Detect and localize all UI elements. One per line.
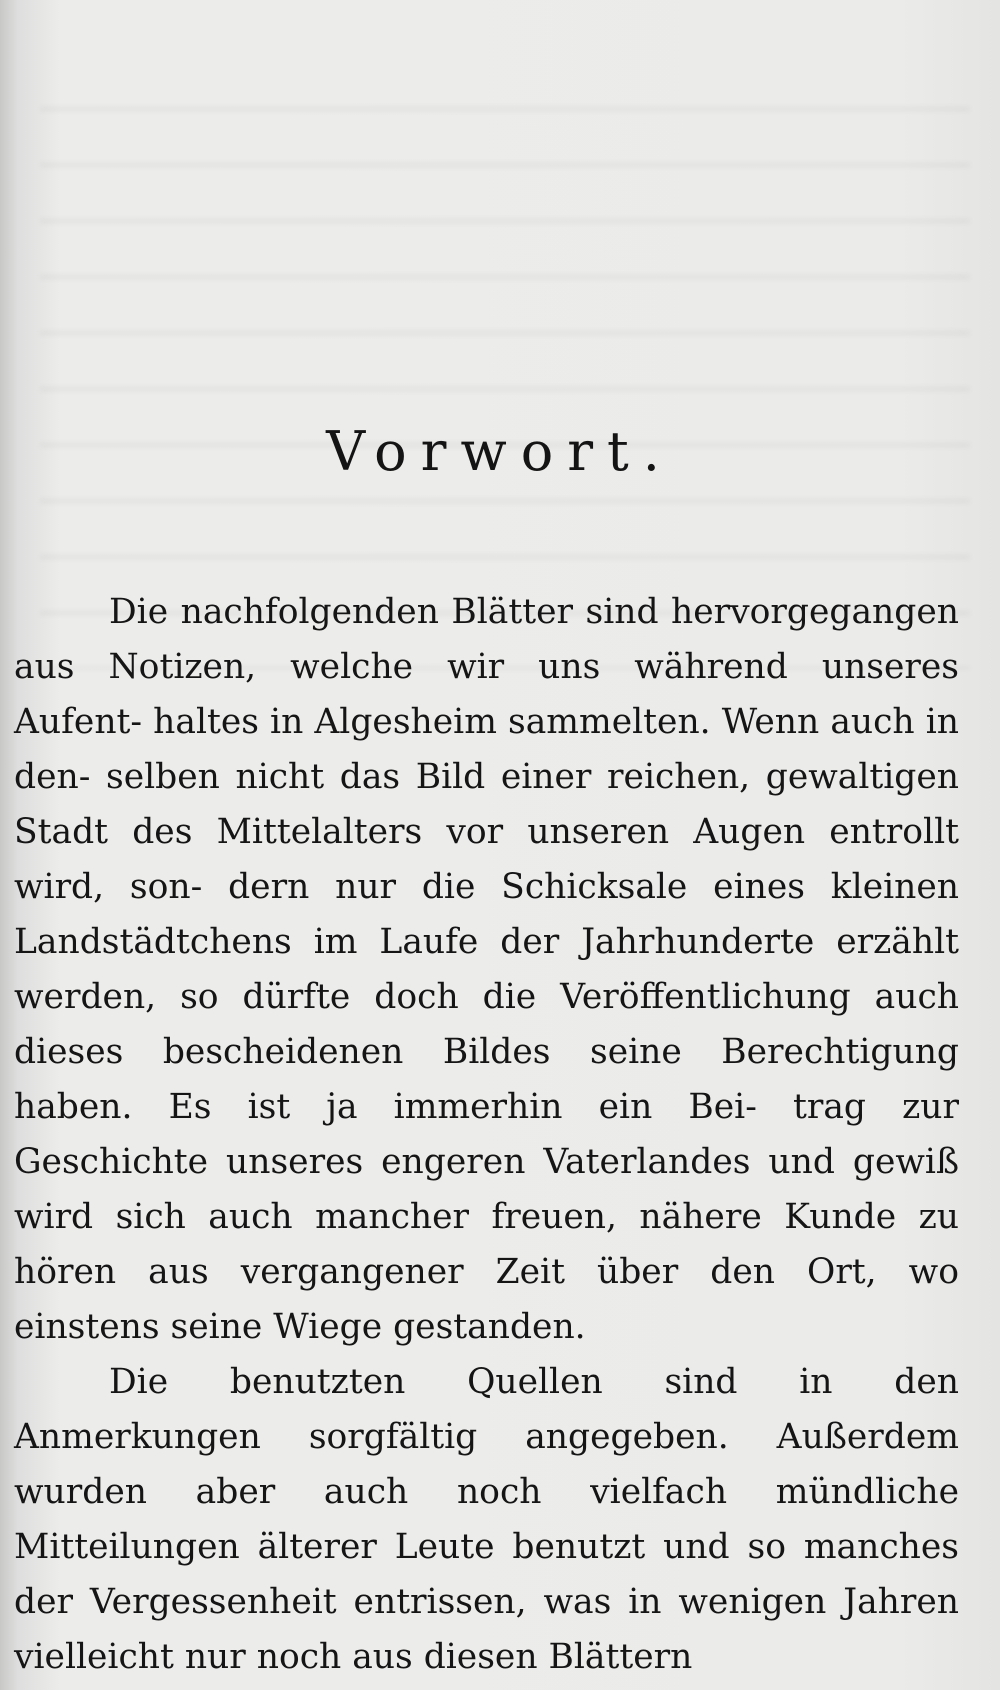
page-title: Vorwort. xyxy=(326,420,674,483)
paragraph-1: Die nachfolgenden Blätter sind hervorgegangen aus Notizen, welche wir uns während unseres Aufent- haltes in Algesheim sammelten. Wenn auch in den- selben nicht das Bild einer reichen, gewaltigen Stadt des Mittelalters vor unseren Augen entrollt wird, son- dern nur die Schicksale eines kleinen Landstädtchens im Laufe der Jahrhunderte erzählt werden, so dürfte doch die Veröffentlichung auch dieses bescheidenen Bildes seine Berechtigung haben. Es ist ja immerhin ein Bei- trag zur Geschichte unseres engeren Vaterlandes und gewiß wird sich auch mancher freuen, nähere Kunde zu hören aus vergangener Zeit über den Ort, wo einstens seine Wiege gestanden. xyxy=(14,592,959,1347)
show-through-texture xyxy=(40,70,970,670)
paragraph-2: Die benutzten Quellen sind in den Anmerkungen sorgfältig angegeben. Außerdem wurden aber auch noch vielfach mündliche Mitteilungen älterer Leute benutzt und so manches der Vergessenheit entrissen, was in wenigen Jahren vielleicht nur noch aus diesen Blättern xyxy=(14,1362,959,1677)
body-text xyxy=(14,585,959,1685)
